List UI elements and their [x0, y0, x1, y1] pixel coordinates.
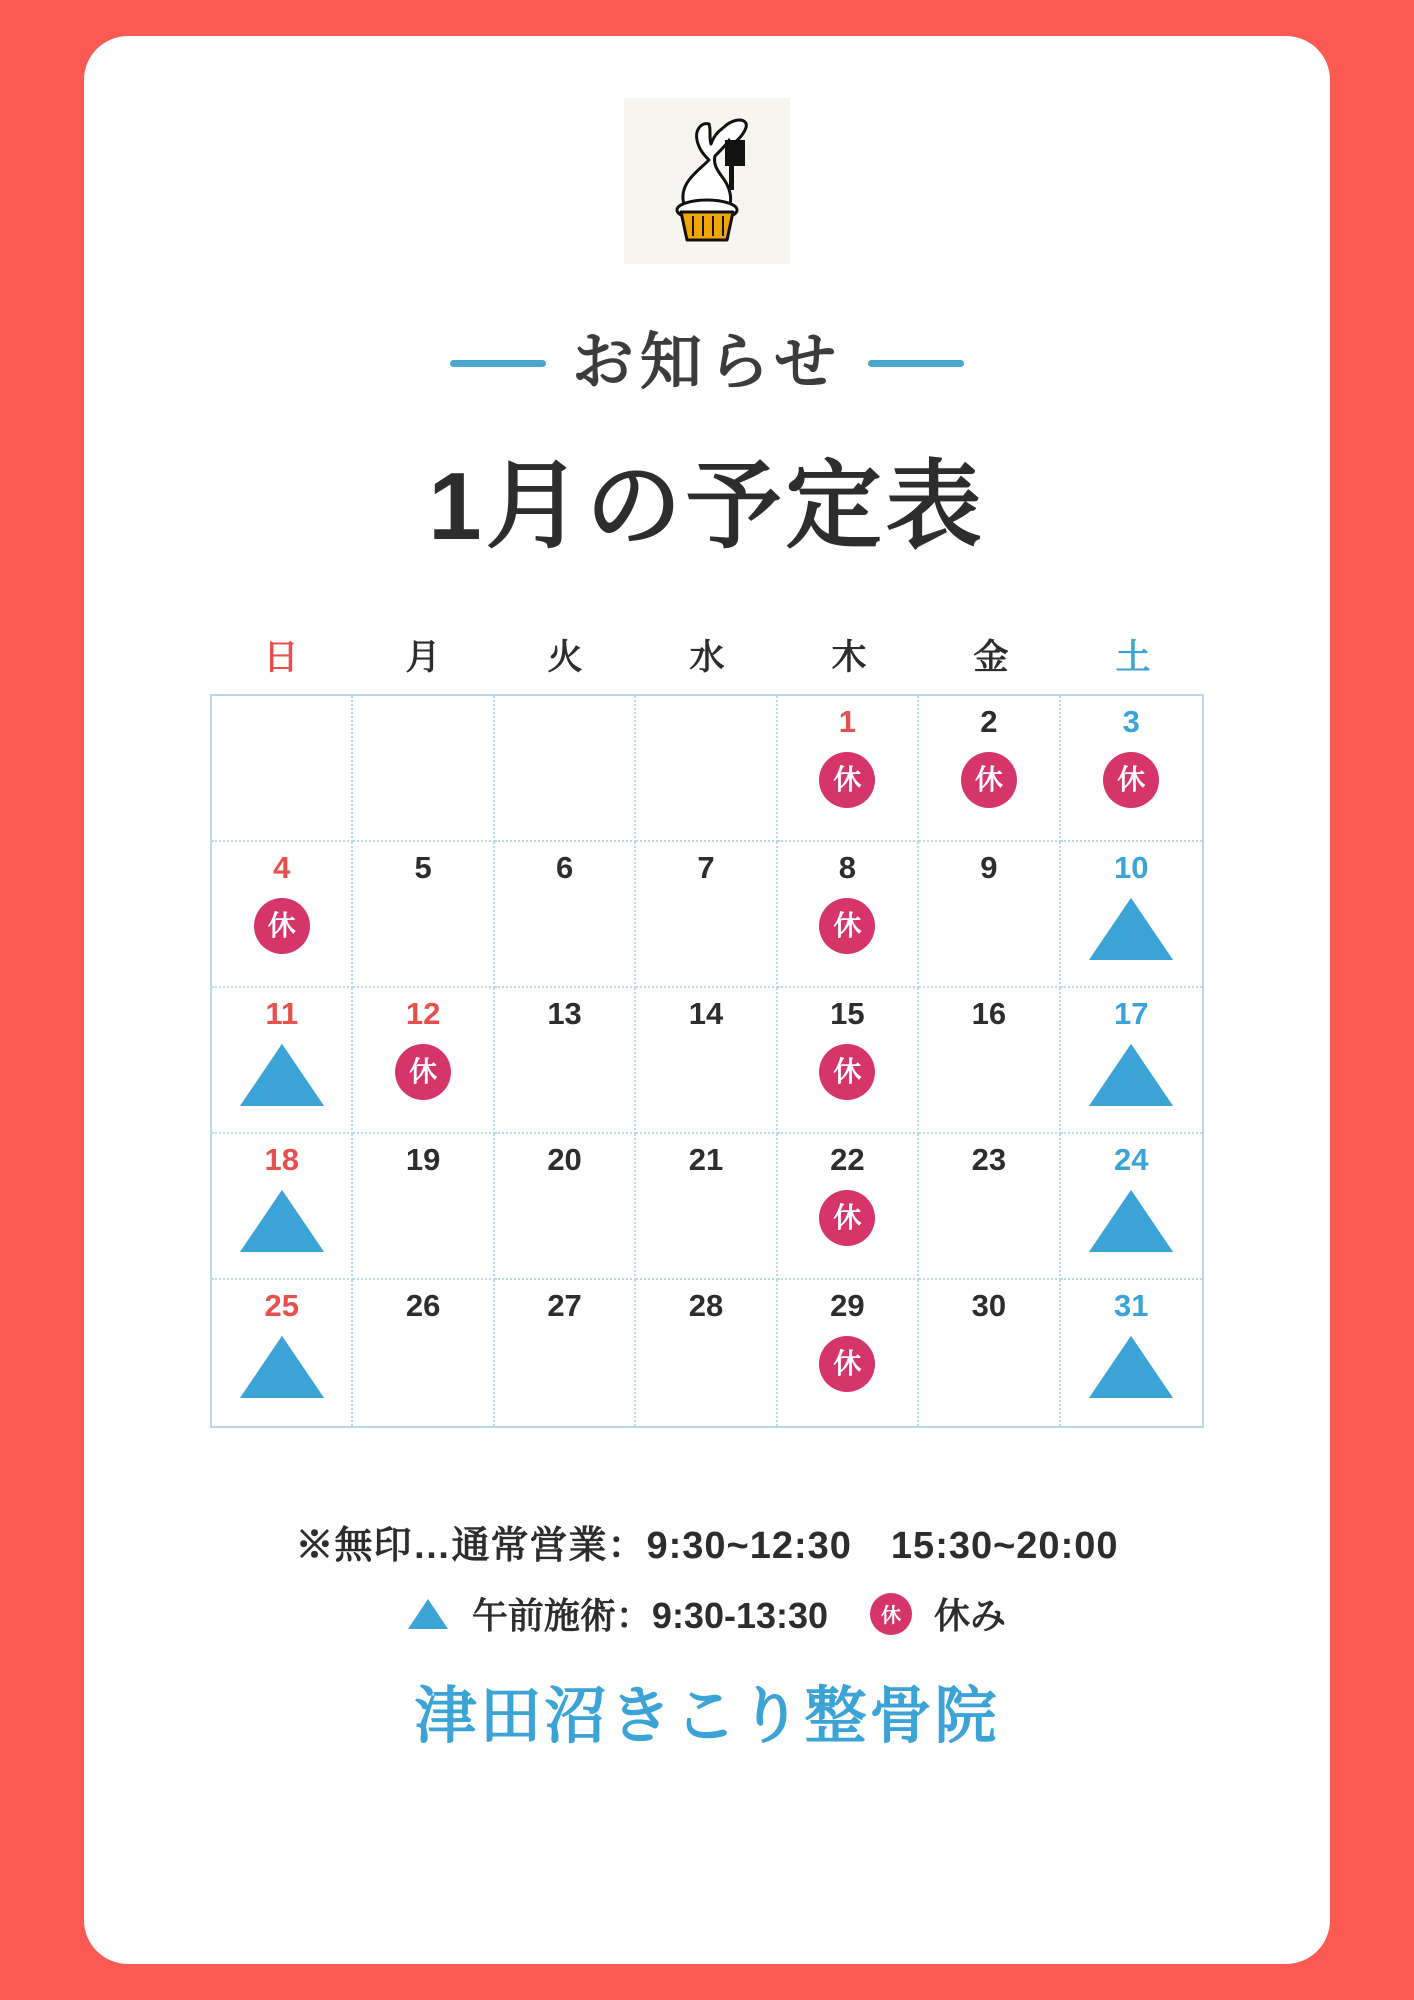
rabbit-mortar-logo-icon — [624, 98, 790, 264]
triangle-icon — [1089, 1044, 1173, 1106]
calendar-cell — [919, 1134, 1060, 1280]
clinic-name: 津田沼きこり整骨院 — [414, 1682, 1000, 1751]
triangle-icon — [240, 1336, 324, 1398]
calendar-day-number: 26 — [405, 1288, 441, 1323]
triangle-icon — [1089, 1336, 1173, 1398]
weekday-wed: 水 — [689, 638, 725, 677]
rest-badge-icon: 休 — [1103, 752, 1159, 808]
mark-wrap — [819, 898, 875, 954]
calendar-day-number: 20 — [547, 1142, 582, 1177]
calendar-day-number: 28 — [688, 1288, 724, 1323]
calendar-cell — [1061, 842, 1202, 988]
calendar-cell — [1061, 696, 1202, 842]
calendar-cell — [919, 842, 1060, 988]
calendar-day-number: 9 — [980, 850, 998, 885]
calendar-cell — [636, 988, 777, 1134]
calendar-day-number: 22 — [830, 1142, 865, 1177]
calendar-cell — [919, 1280, 1060, 1426]
calendar-cell — [353, 696, 494, 842]
calendar-day-number: 25 — [264, 1288, 299, 1323]
calendar-cell — [495, 988, 636, 1134]
calendar-day-number: 7 — [697, 850, 715, 885]
notice-heading: お知らせ — [571, 328, 843, 397]
calendar-cell — [495, 842, 636, 988]
calendar-cell — [212, 842, 353, 988]
weekday-tue: 火 — [547, 638, 583, 677]
triangle-icon — [240, 1044, 324, 1106]
calendar-cell — [636, 1134, 777, 1280]
calendar-cell — [919, 696, 1060, 842]
calendar-cell — [353, 1134, 494, 1280]
mark-wrap — [819, 1190, 875, 1246]
mark-wrap — [961, 752, 1017, 808]
calendar-cell — [778, 1280, 919, 1426]
calendar-cell — [1061, 1280, 1202, 1426]
legend-normal-hours: ※無印…通常営業：9:30~12:30 15:30~20:00 — [295, 1525, 1119, 1567]
calendar-day-number: 30 — [971, 1288, 1007, 1323]
mark-wrap — [819, 1044, 875, 1100]
calendar-cell — [778, 696, 919, 842]
rest-badge-icon: 休 — [819, 752, 875, 808]
mark-wrap — [819, 1336, 875, 1392]
calendar-cell — [778, 1134, 919, 1280]
calendar-day-number: 16 — [971, 996, 1007, 1031]
decorative-dash-right — [868, 360, 964, 367]
calendar-day-number: 21 — [688, 1142, 724, 1177]
rest-badge-icon: 休 — [254, 898, 310, 954]
calendar-day-number: 29 — [830, 1288, 865, 1323]
calendar-day-number: 5 — [414, 850, 432, 885]
calendar-day-number: 23 — [971, 1142, 1007, 1177]
calendar-day-number: 24 — [1114, 1142, 1149, 1177]
calendar-day-number: 4 — [273, 850, 291, 885]
calendar-grid — [210, 694, 1204, 1428]
calendar-cell — [1061, 988, 1202, 1134]
calendar-cell — [353, 988, 494, 1134]
mark-wrap — [254, 898, 310, 954]
calendar-day-number: 8 — [838, 850, 857, 885]
calendar-cell — [495, 1280, 636, 1426]
calendar-day-number: 10 — [1114, 850, 1149, 885]
legend-morning-label: 午前施術：9:30-13:30 — [471, 1595, 829, 1636]
rest-badge-icon: 休 — [961, 752, 1017, 808]
calendar-cell — [919, 988, 1060, 1134]
calendar-cell — [353, 842, 494, 988]
mark-wrap — [1089, 898, 1173, 960]
calendar-cell — [495, 696, 636, 842]
calendar-cell — [495, 1134, 636, 1280]
mark-wrap — [240, 1336, 324, 1398]
rest-badge-icon: 休 — [870, 1593, 912, 1635]
weekday-sun: 日 — [263, 638, 299, 677]
rest-badge-icon: 休 — [819, 898, 875, 954]
calendar-day-number: 2 — [980, 704, 998, 739]
calendar-cell — [212, 1280, 353, 1426]
calendar-cell — [1061, 1134, 1202, 1280]
calendar-cell — [212, 696, 353, 842]
calendar-day-number: 14 — [688, 996, 724, 1031]
calendar-day-number: 17 — [1114, 996, 1149, 1031]
mark-wrap — [819, 752, 875, 808]
mark-wrap — [240, 1190, 324, 1252]
calendar-day-number: 1 — [838, 704, 857, 739]
mark-wrap — [395, 1044, 451, 1100]
calendar-day-number: 11 — [265, 996, 299, 1031]
mark-wrap — [1089, 1336, 1173, 1398]
calendar-cell — [636, 1280, 777, 1426]
notice-heading-row — [84, 328, 1330, 397]
calendar-cell — [212, 988, 353, 1134]
calendar-day-number: 13 — [547, 996, 582, 1031]
weekday-thu: 木 — [831, 638, 867, 677]
weekday-fri: 金 — [973, 638, 1009, 677]
calendar-cell — [778, 842, 919, 988]
triangle-icon — [240, 1190, 324, 1252]
rest-badge-icon: 休 — [819, 1336, 875, 1392]
calendar-day-number: 6 — [555, 850, 574, 885]
mark-wrap — [1089, 1044, 1173, 1106]
mark-wrap — [1103, 752, 1159, 808]
calendar-cell — [778, 988, 919, 1134]
mark-wrap — [240, 1044, 324, 1106]
weekday-sat: 土 — [1115, 638, 1151, 677]
calendar-weekday-header — [210, 630, 1204, 680]
triangle-icon — [1089, 1190, 1173, 1252]
calendar-cell — [636, 696, 777, 842]
triangle-icon — [408, 1599, 448, 1629]
rest-badge-icon: 休 — [819, 1190, 875, 1246]
calendar — [210, 630, 1204, 1428]
legend-row — [84, 1588, 1330, 1639]
calendar-day-number: 18 — [264, 1142, 299, 1177]
calendar-cell — [636, 842, 777, 988]
calendar-day-number: 31 — [1114, 1288, 1149, 1323]
page-title: 1月の予定表 — [428, 453, 986, 560]
calendar-cell — [212, 1134, 353, 1280]
decorative-dash-left — [450, 360, 546, 367]
calendar-day-number: 19 — [405, 1142, 441, 1177]
rest-badge-icon: 休 — [395, 1044, 451, 1100]
mark-wrap — [1089, 1190, 1173, 1252]
calendar-day-number: 12 — [405, 996, 441, 1031]
calendar-cell — [353, 1280, 494, 1426]
weekday-mon: 月 — [405, 638, 441, 677]
calendar-day-number: 27 — [547, 1288, 582, 1323]
triangle-icon — [1089, 898, 1173, 960]
poster-card — [84, 36, 1330, 1964]
calendar-day-number: 15 — [830, 996, 865, 1031]
calendar-day-number: 3 — [1122, 704, 1140, 739]
rest-badge-icon: 休 — [819, 1044, 875, 1100]
legend-rest-label: 休み — [934, 1595, 1007, 1636]
